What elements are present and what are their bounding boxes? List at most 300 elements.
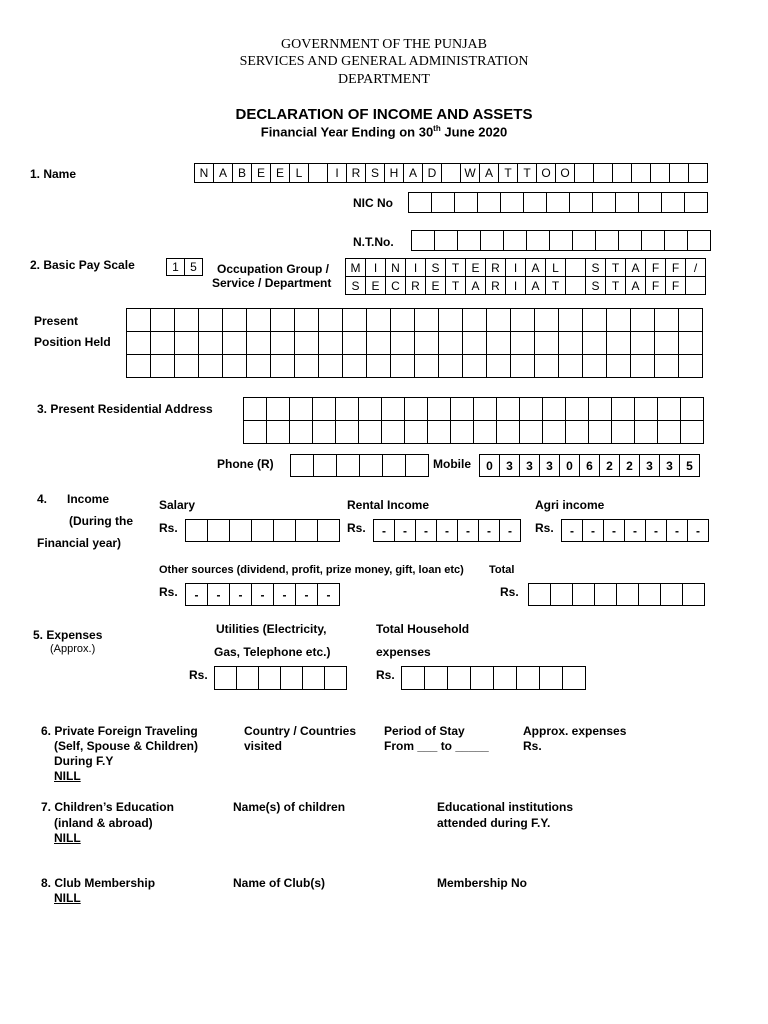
char-box <box>550 230 573 251</box>
char-box <box>412 230 435 251</box>
char-box: F <box>666 276 686 295</box>
char-box: R <box>486 258 506 277</box>
grid-cell <box>367 332 391 355</box>
grid-cell <box>267 398 290 421</box>
mobile-label: Mobile <box>433 457 471 471</box>
travel-country-label-2: visited <box>244 739 283 753</box>
header-department-line1: SERVICES AND GENERAL ADMINISTRATION <box>239 54 529 69</box>
grid-cell <box>439 355 463 378</box>
grid-cell <box>681 398 704 421</box>
travel-label-1: 6. Private Foreign Traveling <box>41 724 198 738</box>
subtitle-suffix: June 2020 <box>440 124 508 140</box>
education-nill: NILL <box>54 831 81 845</box>
salary-field[interactable] <box>185 519 340 542</box>
grid-cell <box>631 332 655 355</box>
grid-cell <box>367 355 391 378</box>
grid-cell <box>175 332 199 355</box>
char-box <box>639 583 661 606</box>
form-title: DECLARATION OF INCOME AND ASSETS <box>235 106 533 123</box>
char-box <box>318 519 340 542</box>
agri-income-field[interactable] <box>561 519 709 542</box>
grid-cell <box>223 309 247 332</box>
position-held-field[interactable] <box>126 308 703 378</box>
char-box <box>551 583 573 606</box>
header-department-line2: DEPARTMENT <box>338 72 430 87</box>
expenses-label: 5. Expenses <box>33 628 103 642</box>
income-sub-1: (During the <box>69 514 133 528</box>
char-box <box>432 192 455 213</box>
grid-cell <box>631 355 655 378</box>
dash-box: - <box>318 583 340 606</box>
char-box: 2 <box>600 454 620 477</box>
occupation-field-row2[interactable] <box>345 276 706 295</box>
char-box: A <box>526 276 546 295</box>
char-box: E <box>466 258 486 277</box>
grid-cell <box>343 332 367 355</box>
rental-income-field[interactable] <box>373 519 521 542</box>
grid-cell <box>511 309 535 332</box>
char-box <box>274 519 296 542</box>
grid-cell <box>655 332 679 355</box>
total-field[interactable] <box>528 583 705 606</box>
grid-cell <box>559 355 583 378</box>
travel-expenses-label-2: Rs. <box>523 739 542 753</box>
char-box: 3 <box>520 454 540 477</box>
char-box <box>593 192 616 213</box>
grid-cell <box>244 421 267 444</box>
grid-cell <box>405 398 428 421</box>
char-box: E <box>426 276 446 295</box>
grid-cell <box>583 309 607 332</box>
grid-cell <box>271 309 295 332</box>
char-box: N <box>195 163 214 183</box>
dash-box: - <box>583 519 604 542</box>
grid-cell <box>474 421 497 444</box>
grid-row <box>127 332 703 355</box>
char-box: I <box>506 276 526 295</box>
grid-cell <box>359 421 382 444</box>
char-box: R <box>486 276 506 295</box>
char-box <box>481 230 504 251</box>
char-box <box>642 230 665 251</box>
grid-cell <box>319 355 343 378</box>
char-box: A <box>626 258 646 277</box>
grid-cell <box>271 355 295 378</box>
char-box <box>632 163 651 183</box>
rental-income-label: Rental Income <box>347 498 430 512</box>
grid-cell <box>247 355 271 378</box>
char-box <box>686 276 706 295</box>
grid-cell <box>497 398 520 421</box>
club-nill: NILL <box>54 891 81 905</box>
grid-cell <box>127 309 151 332</box>
grid-cell <box>313 398 336 421</box>
dash-box: - <box>230 583 252 606</box>
char-box <box>616 192 639 213</box>
utilities-label-1: Utilities (Electricity, <box>216 622 327 636</box>
club-label: 8. Club Membership <box>41 876 156 890</box>
utilities-label-2: Gas, Telephone etc.) <box>214 645 331 659</box>
char-box <box>639 192 662 213</box>
char-box: 1 <box>167 258 185 276</box>
char-box: I <box>406 258 426 277</box>
char-box: E <box>271 163 290 183</box>
char-box <box>540 666 563 690</box>
char-box <box>406 454 429 477</box>
grid-row <box>244 421 704 444</box>
dash-box: - <box>395 519 416 542</box>
dash-box: - <box>252 583 274 606</box>
char-box: C <box>386 276 406 295</box>
char-box: M <box>346 258 366 277</box>
char-box <box>661 583 683 606</box>
grid-cell <box>655 309 679 332</box>
travel-label-3: During F.Y <box>54 754 114 768</box>
char-box <box>596 230 619 251</box>
grid-row <box>244 398 704 421</box>
char-box: T <box>446 258 466 277</box>
grid-cell <box>520 421 543 444</box>
char-box <box>594 163 613 183</box>
char-box <box>595 583 617 606</box>
char-box: T <box>546 276 566 295</box>
char-box <box>230 519 252 542</box>
char-box <box>360 454 383 477</box>
char-box <box>409 192 432 213</box>
grid-cell <box>127 355 151 378</box>
travel-period-label-1: Period of Stay <box>384 724 465 738</box>
char-box <box>471 666 494 690</box>
address-field[interactable] <box>243 397 704 444</box>
char-box <box>651 163 670 183</box>
char-box <box>665 230 688 251</box>
char-box <box>442 163 461 183</box>
char-box: A <box>626 276 646 295</box>
grid-cell <box>223 355 247 378</box>
grid-cell <box>566 398 589 421</box>
grid-cell <box>319 332 343 355</box>
bps-field[interactable] <box>166 258 203 276</box>
char-box: 5 <box>185 258 203 276</box>
grid-cell <box>535 332 559 355</box>
char-box <box>613 163 632 183</box>
dash-box: - <box>416 519 437 542</box>
char-box <box>435 230 458 251</box>
occupation-label-2: Service / Department <box>212 276 332 290</box>
grid-cell <box>391 332 415 355</box>
char-box <box>575 163 594 183</box>
household-label-1: Total Household <box>376 622 470 636</box>
grid-cell <box>343 309 367 332</box>
dash-box: - <box>646 519 667 542</box>
char-box: O <box>556 163 575 183</box>
grid-cell <box>589 421 612 444</box>
dash-box: - <box>186 583 208 606</box>
grid-cell <box>382 421 405 444</box>
char-box <box>425 666 448 690</box>
char-box <box>573 583 595 606</box>
char-box <box>504 230 527 251</box>
grid-cell <box>405 421 428 444</box>
nic-field[interactable] <box>408 192 708 213</box>
grid-cell <box>439 309 463 332</box>
char-box <box>402 666 425 690</box>
grid-cell <box>295 332 319 355</box>
grid-cell <box>679 355 703 378</box>
char-box <box>478 192 501 213</box>
dash-box: - <box>274 583 296 606</box>
dash-box: - <box>374 519 395 542</box>
char-box: D <box>423 163 442 183</box>
occupation-field-row1[interactable] <box>345 258 706 277</box>
dash-box: - <box>500 519 521 542</box>
ntn-label: N.T.No. <box>353 235 394 249</box>
char-box: W <box>461 163 480 183</box>
grid-cell <box>487 355 511 378</box>
agri-income-label: Agri income <box>535 498 605 512</box>
char-box <box>683 583 705 606</box>
household-label-2: expenses <box>376 645 431 659</box>
char-box: L <box>290 163 309 183</box>
name-label: 1. Name <box>30 167 77 181</box>
char-box: S <box>366 163 385 183</box>
grid-cell <box>658 398 681 421</box>
grid-cell <box>511 332 535 355</box>
name-field[interactable] <box>194 163 708 183</box>
grid-cell <box>415 355 439 378</box>
char-box <box>325 666 347 690</box>
grid-cell <box>589 398 612 421</box>
grid-cell <box>391 355 415 378</box>
char-box <box>337 454 360 477</box>
char-box: 5 <box>680 454 700 477</box>
grid-cell <box>681 421 704 444</box>
subtitle-prefix: Financial Year Ending on 30 <box>260 124 434 140</box>
dash-box: - <box>479 519 500 542</box>
dash-box: - <box>208 583 230 606</box>
expenses-approx: (Approx.) <box>50 643 96 655</box>
grid-cell <box>543 421 566 444</box>
utilities-rs-label: Rs. <box>189 668 208 682</box>
char-box: B <box>233 163 252 183</box>
char-box: S <box>586 276 606 295</box>
char-box <box>309 163 328 183</box>
total-label: Total <box>489 564 515 576</box>
phone-field[interactable] <box>290 454 429 477</box>
mobile-field[interactable] <box>479 454 700 477</box>
grid-cell <box>487 332 511 355</box>
grid-cell <box>267 421 290 444</box>
other-sources-label: Other sources (dividend, profit, prize money, gift, loan etc) <box>159 564 464 576</box>
char-box <box>527 230 550 251</box>
char-box: R <box>347 163 366 183</box>
char-box: F <box>646 276 666 295</box>
char-box: I <box>328 163 347 183</box>
char-box: F <box>666 258 686 277</box>
grid-cell <box>566 421 589 444</box>
dash-box: - <box>604 519 625 542</box>
grid-cell <box>199 309 223 332</box>
education-label-2: (inland & abroad) <box>54 816 153 830</box>
grid-cell <box>290 421 313 444</box>
grid-cell <box>127 332 151 355</box>
income-label: Income <box>67 492 110 506</box>
grid-cell <box>295 309 319 332</box>
income-number: 4. <box>37 492 48 506</box>
grid-cell <box>497 421 520 444</box>
char-box: 3 <box>660 454 680 477</box>
grid-cell <box>428 398 451 421</box>
household-field[interactable] <box>401 666 586 690</box>
char-box <box>186 519 208 542</box>
char-box: E <box>366 276 386 295</box>
position-label-1: Present <box>34 314 79 328</box>
other-sources-field[interactable] <box>185 583 340 606</box>
grid-cell <box>175 355 199 378</box>
grid-cell <box>290 398 313 421</box>
dash-box: - <box>667 519 688 542</box>
char-box: L <box>546 258 566 277</box>
total-rs-label: Rs. <box>500 585 519 599</box>
grid-cell <box>199 355 223 378</box>
char-box <box>517 666 540 690</box>
dash-box: - <box>625 519 646 542</box>
char-box <box>281 666 303 690</box>
income-sub-2: Financial year) <box>37 536 122 550</box>
utilities-field[interactable] <box>214 666 347 690</box>
grid-cell <box>487 309 511 332</box>
form-subtitle <box>0 124 768 139</box>
grid-cell <box>463 309 487 332</box>
char-box <box>383 454 406 477</box>
grid-cell <box>679 332 703 355</box>
char-box: T <box>518 163 537 183</box>
grid-cell <box>583 355 607 378</box>
children-names-label: Name(s) of children <box>233 800 346 814</box>
membership-no-label: Membership No <box>437 876 528 890</box>
grid-cell <box>199 332 223 355</box>
rental-rs-label: Rs. <box>347 521 366 535</box>
grid-cell <box>679 309 703 332</box>
char-box: 3 <box>540 454 560 477</box>
char-box <box>215 666 237 690</box>
char-box <box>570 192 593 213</box>
travel-period-label-2: From ___ to _____ <box>384 739 489 753</box>
char-box <box>617 583 639 606</box>
grid-cell <box>382 398 405 421</box>
char-box: E <box>252 163 271 183</box>
grid-cell <box>583 332 607 355</box>
grid-cell <box>247 332 271 355</box>
char-box: T <box>499 163 518 183</box>
char-box: O <box>537 163 556 183</box>
grid-cell <box>535 309 559 332</box>
grid-cell <box>367 309 391 332</box>
char-box: S <box>346 276 366 295</box>
char-box <box>237 666 259 690</box>
grid-cell <box>451 398 474 421</box>
char-box: S <box>426 258 446 277</box>
char-box: T <box>606 276 626 295</box>
salary-rs-label: Rs. <box>159 521 178 535</box>
char-box <box>566 258 586 277</box>
char-box <box>547 192 570 213</box>
char-box <box>524 192 547 213</box>
grid-cell <box>336 421 359 444</box>
institutions-label-2: attended during F.Y. <box>437 816 551 830</box>
grid-cell <box>151 309 175 332</box>
char-box: A <box>480 163 499 183</box>
char-box: H <box>385 163 404 183</box>
grid-cell <box>463 355 487 378</box>
grid-cell <box>559 332 583 355</box>
grid-cell <box>559 309 583 332</box>
other-rs-label: Rs. <box>159 585 178 599</box>
travel-country-label-1: Country / Countries <box>244 724 357 738</box>
dash-box: - <box>296 583 318 606</box>
char-box <box>662 192 685 213</box>
grid-cell <box>658 421 681 444</box>
salary-label: Salary <box>159 498 196 512</box>
char-box <box>688 230 711 251</box>
subtitle-superscript: th <box>433 124 441 133</box>
grid-cell <box>451 421 474 444</box>
char-box <box>689 163 708 183</box>
char-box: A <box>526 258 546 277</box>
grid-cell <box>244 398 267 421</box>
address-label: 3. Present Residential Address <box>37 402 213 416</box>
occupation-label-1: Occupation Group / <box>217 262 330 276</box>
char-box <box>563 666 586 690</box>
travel-nill: NILL <box>54 769 81 783</box>
char-box <box>252 519 274 542</box>
char-box: A <box>466 276 486 295</box>
char-box: 0 <box>560 454 580 477</box>
grid-cell <box>295 355 319 378</box>
char-box: N <box>386 258 406 277</box>
grid-cell <box>151 355 175 378</box>
ntn-field[interactable] <box>411 230 711 251</box>
grid-cell <box>439 332 463 355</box>
char-box: F <box>646 258 666 277</box>
char-box <box>458 230 481 251</box>
grid-cell <box>415 332 439 355</box>
grid-cell <box>520 398 543 421</box>
phone-label: Phone (R) <box>217 457 274 471</box>
grid-cell <box>612 398 635 421</box>
char-box <box>566 276 586 295</box>
grid-cell <box>511 355 535 378</box>
travel-expenses-label-1: Approx. expenses <box>523 724 627 738</box>
char-box <box>291 454 314 477</box>
dash-box: - <box>688 519 709 542</box>
char-box <box>208 519 230 542</box>
grid-cell <box>319 309 343 332</box>
grid-cell <box>474 398 497 421</box>
grid-cell <box>415 309 439 332</box>
char-box: 3 <box>500 454 520 477</box>
nic-label: NIC No <box>353 196 393 210</box>
char-box <box>448 666 471 690</box>
dash-box: - <box>562 519 583 542</box>
dash-box: - <box>437 519 458 542</box>
grid-cell <box>655 355 679 378</box>
char-box <box>685 192 708 213</box>
char-box <box>296 519 318 542</box>
dash-box: - <box>458 519 479 542</box>
bps-label: 2. Basic Pay Scale <box>30 258 135 272</box>
grid-cell <box>336 398 359 421</box>
